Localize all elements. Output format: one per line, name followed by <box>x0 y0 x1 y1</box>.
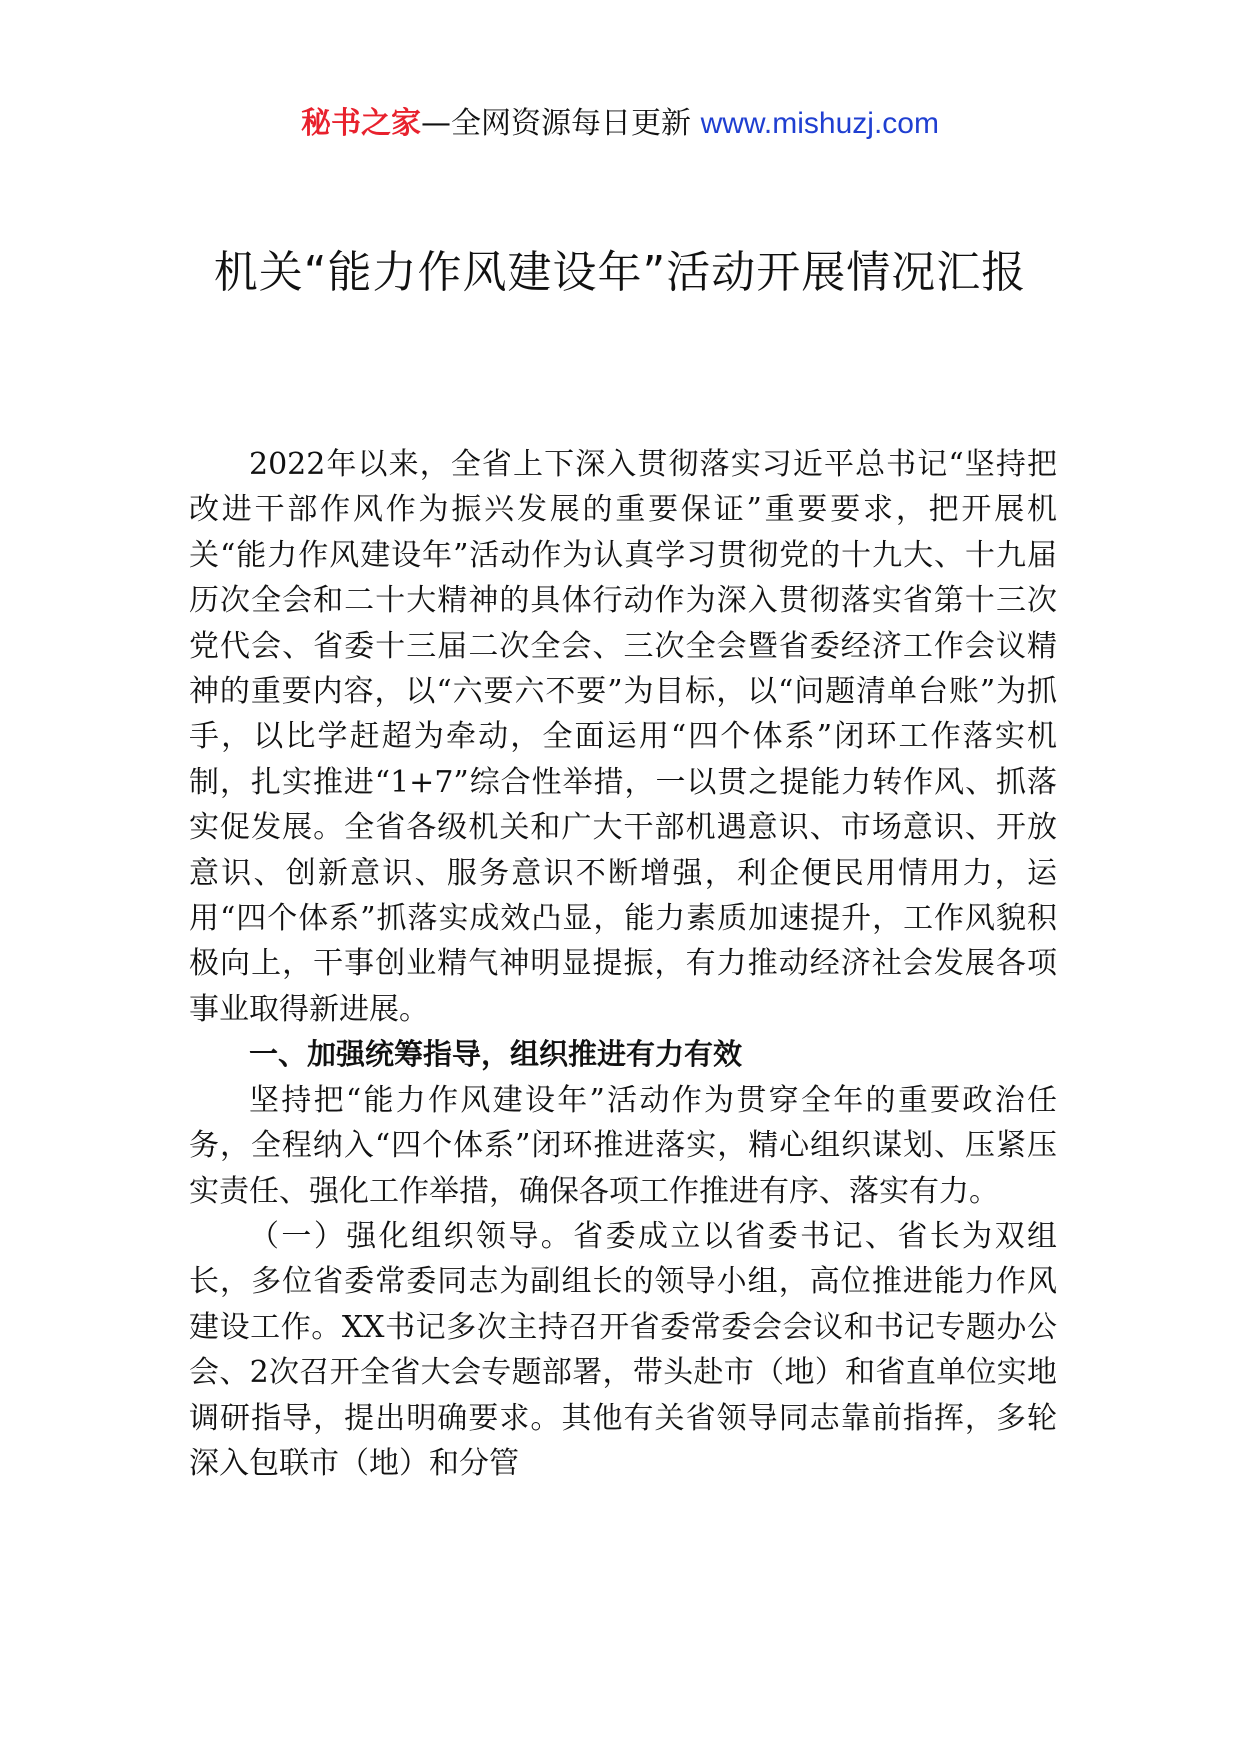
document-body <box>189 442 1057 1486</box>
paragraph-section-summary: 坚持把“能力作风建设年”活动作为贯穿全年的重要政治任务，全程纳入“四个体系”闭环推进落实，精心组织谋划、压紧压实责任、强化工作举措，确保各项工作推进有序、落实有力。 <box>189 1082 1057 1209</box>
paragraph-subsection-1: （一）强化组织领导。省委成立以省委书记、省长为双组长，多位省委常委同志为副组长的领导小组，高位推进能力作风建设工作。XX书记多次主持召开省委常委会会议和书记专题办公会、2次召开全省大会专题部署，带头赴市（地）和省直单位实地调研指导，提出明确要求。其他有关省领导同志靠前指挥，多轮深入包联市（地）和分管 <box>189 1218 1057 1481</box>
site-url-link[interactable]: www.mishuzj.com <box>700 107 939 140</box>
document-title: 机关“能力作风建设年”活动开展情况汇报 <box>213 247 1027 298</box>
site-header <box>0 104 1240 144</box>
section-heading: 一、加强统筹指导，组织推进有力有效 <box>249 1037 743 1072</box>
header-tagline: —全网资源每日更新 <box>421 106 692 141</box>
paragraph-intro: 2022年以来，全省上下深入贯彻落实习近平总书记“坚持把改进干部作风作为振兴发展的重要保证”重要要求，把开展机关“能力作风建设年”活动作为认真学习贯彻党的十九大、十九届历次全会和二十大精神的具体行动作为深入贯彻落实省第十三次党代会、省委十三届二次全会、三次全会暨省委经济工作会议精神的重要内容，以“六要六不要”为目标，以“问题清单台账”为抓手，以比学赶超为牵动，全面运用“四个体系”闭环工作落实机制，扎实推进“1+7”综合性举措，一以贯之提能力转作风、抓落实促发展。全省各级机关和广大干部机遇意识、市场意识、开放意识、创新意识、服务意识不断增强，利企便民用情用力，运用“四个体系”抓落实成效凸显，能力素质加速提升，工作风貌积极向上，干事创业精气神明显提振，有力推动经济社会发展各项事业取得新进展。 <box>189 447 1057 1027</box>
brand-name: 秘书之家 <box>301 106 422 141</box>
